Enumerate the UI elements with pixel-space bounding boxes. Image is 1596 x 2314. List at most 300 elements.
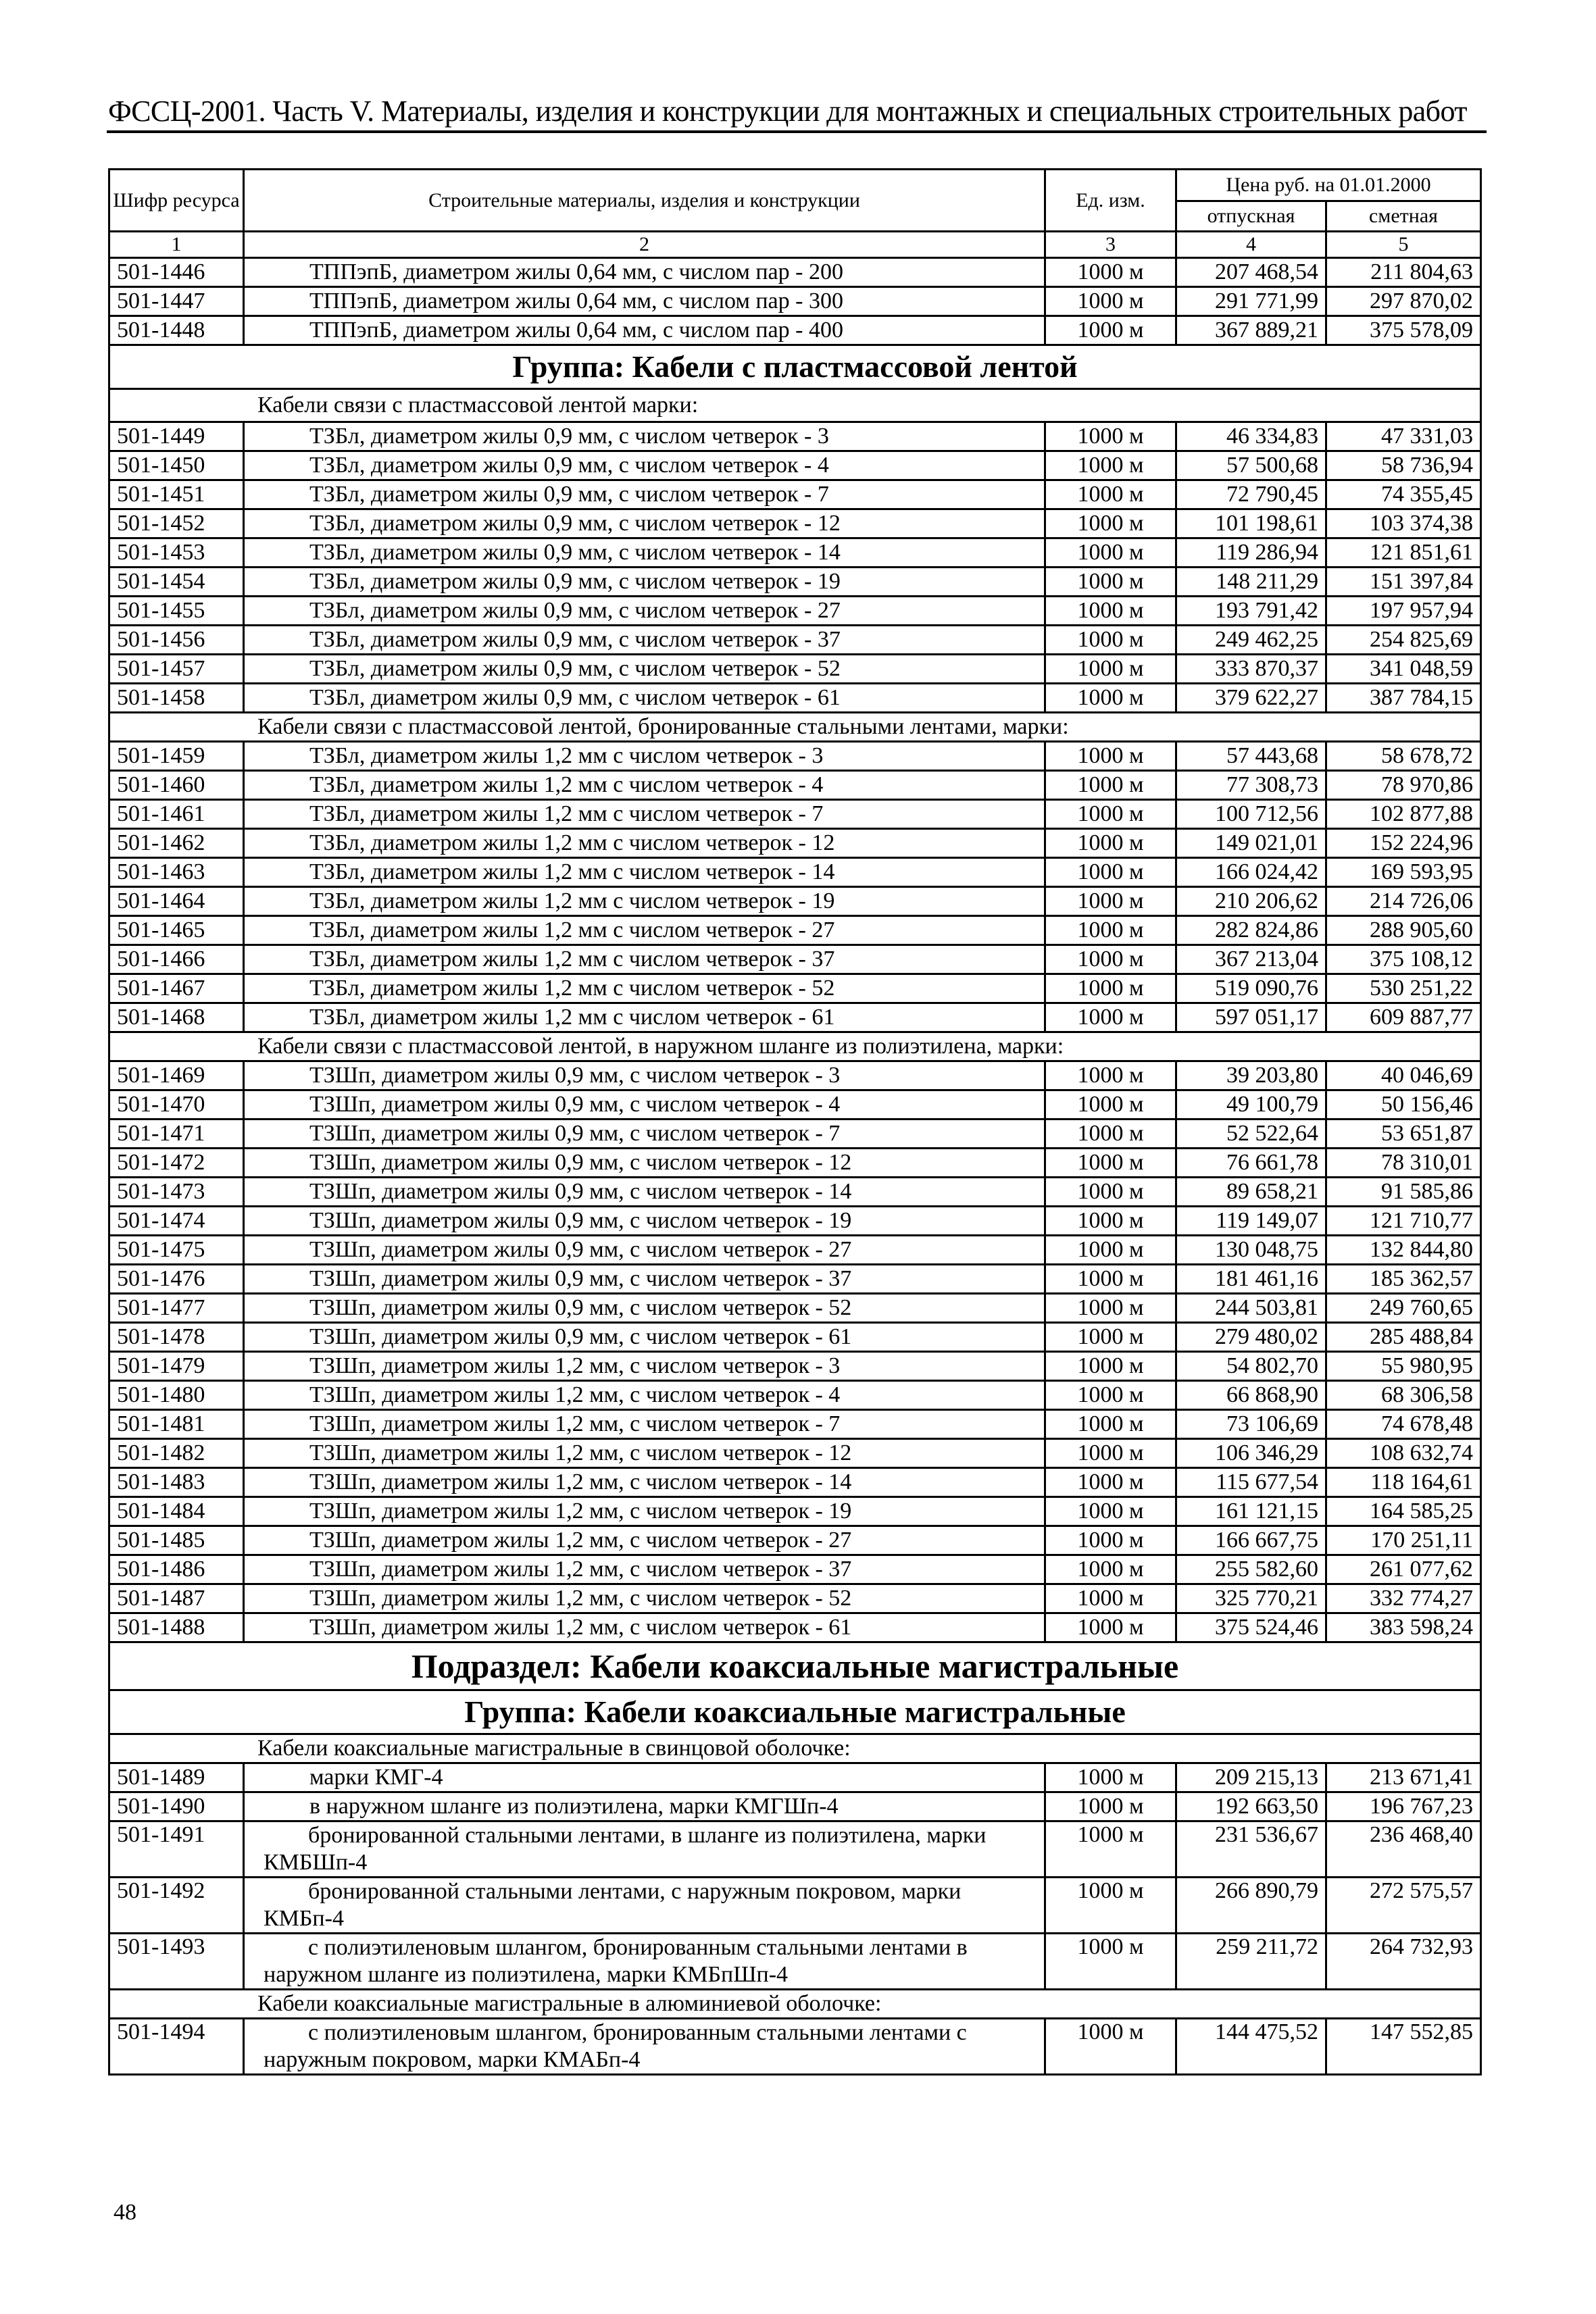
- subgroup-heading-row: [109, 1990, 1481, 2019]
- material-name: ТЗШп, диаметром жилы 0,9 мм, с числом четверок - 4: [244, 1090, 1045, 1120]
- unit: 1000 м: [1045, 1584, 1176, 1613]
- unit: 1000 м: [1045, 1468, 1176, 1497]
- estimate-price: 132 844,80: [1326, 1236, 1481, 1265]
- material-name: ТЗБл, диаметром жилы 0,9 мм, с числом четверок - 14: [244, 538, 1045, 568]
- release-price: 76 661,78: [1176, 1149, 1326, 1178]
- resource-code: 501-1446: [109, 258, 244, 287]
- table-row: [109, 1526, 1481, 1555]
- unit: 1000 м: [1045, 258, 1176, 287]
- unit: 1000 м: [1045, 597, 1176, 626]
- table-row: [109, 1410, 1481, 1439]
- release-price: 100 712,56: [1176, 800, 1326, 829]
- column-header-price-group: Цена руб. на 01.01.2000: [1176, 170, 1481, 201]
- resource-code: 501-1485: [109, 1526, 244, 1555]
- release-price: 161 121,15: [1176, 1497, 1326, 1526]
- estimate-price: 254 825,69: [1326, 626, 1481, 655]
- release-price: 66 868,90: [1176, 1381, 1326, 1410]
- table-row: [109, 1061, 1481, 1090]
- unit: 1000 м: [1045, 1763, 1176, 1792]
- estimate-price: 272 575,57: [1326, 1878, 1481, 1934]
- unit: 1000 м: [1045, 1120, 1176, 1149]
- column-number: 2: [244, 232, 1045, 258]
- resource-code: 501-1477: [109, 1294, 244, 1323]
- release-price: 181 461,16: [1176, 1265, 1326, 1294]
- table-row: [109, 1352, 1481, 1381]
- release-price: 119 149,07: [1176, 1207, 1326, 1236]
- table-row: [109, 422, 1481, 451]
- release-price: 231 536,67: [1176, 1821, 1326, 1878]
- material-name: ТЗШп, диаметром жилы 1,2 мм, с числом четверок - 37: [244, 1555, 1045, 1584]
- estimate-price: 102 877,88: [1326, 800, 1481, 829]
- release-price: 106 346,29: [1176, 1439, 1326, 1468]
- material-name: ТЗШп, диаметром жилы 1,2 мм, с числом четверок - 27: [244, 1526, 1045, 1555]
- release-price: 149 021,01: [1176, 829, 1326, 858]
- estimate-price: 68 306,58: [1326, 1381, 1481, 1410]
- subgroup-heading-row: [109, 1032, 1481, 1061]
- material-name: ТЗШп, диаметром жилы 1,2 мм, с числом четверок - 12: [244, 1439, 1045, 1468]
- release-price: 325 770,21: [1176, 1584, 1326, 1613]
- resource-code: 501-1473: [109, 1178, 244, 1207]
- resource-code: 501-1452: [109, 509, 244, 538]
- table-row: [109, 1149, 1481, 1178]
- header-rule: [107, 130, 1487, 133]
- release-price: 266 890,79: [1176, 1878, 1326, 1934]
- table-row: [109, 1090, 1481, 1120]
- resource-code: 501-1482: [109, 1439, 244, 1468]
- material-name: ТЗБл, диаметром жилы 1,2 мм с числом четверок - 19: [244, 887, 1045, 916]
- subgroup-heading: Кабели связи с пластмассовой лентой, бронированные стальными лентами, марки:: [109, 713, 1481, 742]
- estimate-price: 213 671,41: [1326, 1763, 1481, 1792]
- estimate-price: 387 784,15: [1326, 684, 1481, 713]
- subgroup-heading-row: [109, 389, 1481, 422]
- resource-code: 501-1447: [109, 287, 244, 316]
- estimate-price: 58 678,72: [1326, 742, 1481, 771]
- table-row: [109, 480, 1481, 509]
- material-name: ТЗБл, диаметром жилы 0,9 мм, с числом четверок - 19: [244, 568, 1045, 597]
- subsection-heading: Подраздел: Кабели коаксиальные магистральные: [109, 1642, 1481, 1690]
- material-name: бронированной стальными лентами, с наружным покровом, марки КМБп-4: [244, 1878, 1045, 1934]
- resource-code: 501-1467: [109, 974, 244, 1003]
- unit: 1000 м: [1045, 1934, 1176, 1990]
- estimate-price: 609 887,77: [1326, 1003, 1481, 1032]
- estimate-price: 147 552,85: [1326, 2019, 1481, 2075]
- table-row: [109, 1120, 1481, 1149]
- estimate-price: 151 397,84: [1326, 568, 1481, 597]
- unit: 1000 м: [1045, 858, 1176, 887]
- material-name: с полиэтиленовым шлангом, бронированным стальными лентами в наружном шланге из полиэтилена, марки КМБпШп-4: [244, 1934, 1045, 1990]
- unit: 1000 м: [1045, 1613, 1176, 1642]
- release-price: 101 198,61: [1176, 509, 1326, 538]
- estimate-price: 53 651,87: [1326, 1120, 1481, 1149]
- group-heading-row: [109, 1690, 1481, 1734]
- unit: 1000 м: [1045, 916, 1176, 945]
- resource-code: 501-1491: [109, 1821, 244, 1878]
- material-name: ТЗШп, диаметром жилы 1,2 мм, с числом четверок - 3: [244, 1352, 1045, 1381]
- release-price: 379 622,27: [1176, 684, 1326, 713]
- unit: 1000 м: [1045, 1003, 1176, 1032]
- resource-code: 501-1465: [109, 916, 244, 945]
- table-row: [109, 287, 1481, 316]
- estimate-price: 236 468,40: [1326, 1821, 1481, 1878]
- estimate-price: 249 760,65: [1326, 1294, 1481, 1323]
- material-name: ТППэпБ, диаметром жилы 0,64 мм, с числом пар - 200: [244, 258, 1045, 287]
- group-heading: Группа: Кабели с пластмассовой лентой: [109, 345, 1481, 389]
- resource-code: 501-1448: [109, 316, 244, 345]
- estimate-price: 170 251,11: [1326, 1526, 1481, 1555]
- material-name: ТЗШп, диаметром жилы 1,2 мм, с числом четверок - 7: [244, 1410, 1045, 1439]
- resource-code: 501-1470: [109, 1090, 244, 1120]
- resource-code: 501-1472: [109, 1149, 244, 1178]
- unit: 1000 м: [1045, 1352, 1176, 1381]
- unit: 1000 м: [1045, 1439, 1176, 1468]
- resource-code: 501-1461: [109, 800, 244, 829]
- table-row: [109, 829, 1481, 858]
- material-name: марки КМГ-4: [244, 1763, 1045, 1792]
- estimate-price: 264 732,93: [1326, 1934, 1481, 1990]
- material-name: ТППэпБ, диаметром жилы 0,64 мм, с числом пар - 300: [244, 287, 1045, 316]
- page-number: 48: [114, 2200, 136, 2225]
- resource-code: 501-1483: [109, 1468, 244, 1497]
- resource-code: 501-1479: [109, 1352, 244, 1381]
- table-row: [109, 771, 1481, 800]
- release-price: 259 211,72: [1176, 1934, 1326, 1990]
- column-header-release-price: отпускная: [1176, 201, 1326, 232]
- material-name: с полиэтиленовым шлангом, бронированным стальными лентами с наружным покровом, марки КМАБп-4: [244, 2019, 1045, 2075]
- material-name: ТЗШп, диаметром жилы 0,9 мм, с числом четверок - 19: [244, 1207, 1045, 1236]
- material-name: ТЗШп, диаметром жилы 0,9 мм, с числом четверок - 61: [244, 1323, 1045, 1352]
- table-row: [109, 887, 1481, 916]
- page-header-title: ФССЦ-2001. Часть V. Материалы, изделия и конструкции для монтажных и специальных строительных работ: [108, 95, 1467, 128]
- subgroup-heading-row: [109, 1734, 1481, 1763]
- material-name: ТЗШп, диаметром жилы 1,2 мм, с числом четверок - 61: [244, 1613, 1045, 1642]
- resource-code: 501-1490: [109, 1792, 244, 1821]
- unit: 1000 м: [1045, 1294, 1176, 1323]
- release-price: 209 215,13: [1176, 1763, 1326, 1792]
- resource-code: 501-1460: [109, 771, 244, 800]
- resource-code: 501-1488: [109, 1613, 244, 1642]
- estimate-price: 341 048,59: [1326, 655, 1481, 684]
- column-number: 3: [1045, 232, 1176, 258]
- table-row: [109, 626, 1481, 655]
- resource-code: 501-1457: [109, 655, 244, 684]
- estimate-price: 375 578,09: [1326, 316, 1481, 345]
- release-price: 282 824,86: [1176, 916, 1326, 945]
- release-price: 291 771,99: [1176, 287, 1326, 316]
- table-row: [109, 742, 1481, 771]
- column-header-code: Шифр ресурса: [109, 170, 244, 232]
- table-row: [109, 1555, 1481, 1584]
- table-row: [109, 1003, 1481, 1032]
- material-name: ТППэпБ, диаметром жилы 0,64 мм, с числом пар - 400: [244, 316, 1045, 345]
- resource-code: 501-1471: [109, 1120, 244, 1149]
- material-name: ТЗШп, диаметром жилы 1,2 мм, с числом четверок - 14: [244, 1468, 1045, 1497]
- estimate-price: 47 331,03: [1326, 422, 1481, 451]
- table-row: [109, 1468, 1481, 1497]
- unit: 1000 м: [1045, 509, 1176, 538]
- estimate-price: 214 726,06: [1326, 887, 1481, 916]
- table-row: [109, 800, 1481, 829]
- unit: 1000 м: [1045, 1792, 1176, 1821]
- column-header-estimate-price: сметная: [1326, 201, 1481, 232]
- resource-code: 501-1478: [109, 1323, 244, 1352]
- release-price: 375 524,46: [1176, 1613, 1326, 1642]
- unit: 1000 м: [1045, 1497, 1176, 1526]
- estimate-price: 164 585,25: [1326, 1497, 1481, 1526]
- unit: 1000 м: [1045, 1410, 1176, 1439]
- release-price: 192 663,50: [1176, 1792, 1326, 1821]
- release-price: 367 889,21: [1176, 316, 1326, 345]
- unit: 1000 м: [1045, 568, 1176, 597]
- material-name: ТЗШп, диаметром жилы 0,9 мм, с числом четверок - 27: [244, 1236, 1045, 1265]
- table-row: [109, 974, 1481, 1003]
- table-row: [109, 1613, 1481, 1642]
- table-row: [109, 1323, 1481, 1352]
- estimate-price: 121 710,77: [1326, 1207, 1481, 1236]
- release-price: 166 667,75: [1176, 1526, 1326, 1555]
- material-name: в наружном шланге из полиэтилена, марки КМГШп-4: [244, 1792, 1045, 1821]
- unit: 1000 м: [1045, 655, 1176, 684]
- table-row: [109, 655, 1481, 684]
- table-row: [109, 1584, 1481, 1613]
- release-price: 115 677,54: [1176, 1468, 1326, 1497]
- table-row: [109, 916, 1481, 945]
- release-price: 597 051,17: [1176, 1003, 1326, 1032]
- estimate-price: 78 310,01: [1326, 1149, 1481, 1178]
- unit: 1000 м: [1045, 422, 1176, 451]
- resource-code: 501-1469: [109, 1061, 244, 1090]
- resource-code: 501-1462: [109, 829, 244, 858]
- estimate-price: 121 851,61: [1326, 538, 1481, 568]
- release-price: 130 048,75: [1176, 1236, 1326, 1265]
- unit: 1000 м: [1045, 974, 1176, 1003]
- resource-code: 501-1455: [109, 597, 244, 626]
- resource-code: 501-1459: [109, 742, 244, 771]
- material-name: ТЗШп, диаметром жилы 1,2 мм, с числом четверок - 52: [244, 1584, 1045, 1613]
- material-name: ТЗБл, диаметром жилы 1,2 мм с числом четверок - 14: [244, 858, 1045, 887]
- release-price: 210 206,62: [1176, 887, 1326, 916]
- table-header-row: [109, 170, 1481, 201]
- unit: 1000 м: [1045, 829, 1176, 858]
- release-price: 77 308,73: [1176, 771, 1326, 800]
- unit: 1000 м: [1045, 480, 1176, 509]
- resource-code: 501-1493: [109, 1934, 244, 1990]
- resource-code: 501-1449: [109, 422, 244, 451]
- resource-code: 501-1486: [109, 1555, 244, 1584]
- estimate-price: 383 598,24: [1326, 1613, 1481, 1642]
- material-name: ТЗБл, диаметром жилы 1,2 мм с числом четверок - 7: [244, 800, 1045, 829]
- unit: 1000 м: [1045, 887, 1176, 916]
- unit: 1000 м: [1045, 945, 1176, 974]
- estimate-price: 375 108,12: [1326, 945, 1481, 974]
- release-price: 72 790,45: [1176, 480, 1326, 509]
- release-price: 255 582,60: [1176, 1555, 1326, 1584]
- resource-code: 501-1474: [109, 1207, 244, 1236]
- estimate-price: 332 774,27: [1326, 1584, 1481, 1613]
- unit: 1000 м: [1045, 287, 1176, 316]
- unit: 1000 м: [1045, 742, 1176, 771]
- estimate-price: 74 355,45: [1326, 480, 1481, 509]
- table-row: [109, 1792, 1481, 1821]
- estimate-price: 261 077,62: [1326, 1555, 1481, 1584]
- resource-code: 501-1476: [109, 1265, 244, 1294]
- estimate-price: 196 767,23: [1326, 1792, 1481, 1821]
- material-name: ТЗШп, диаметром жилы 0,9 мм, с числом четверок - 7: [244, 1120, 1045, 1149]
- table-row: [109, 1763, 1481, 1792]
- resource-code: 501-1481: [109, 1410, 244, 1439]
- material-name: ТЗШп, диаметром жилы 0,9 мм, с числом четверок - 12: [244, 1149, 1045, 1178]
- resource-code: 501-1450: [109, 451, 244, 480]
- material-name: ТЗБл, диаметром жилы 0,9 мм, с числом четверок - 3: [244, 422, 1045, 451]
- unit: 1000 м: [1045, 451, 1176, 480]
- estimate-price: 74 678,48: [1326, 1410, 1481, 1439]
- unit: 1000 м: [1045, 1526, 1176, 1555]
- table-row: [109, 568, 1481, 597]
- unit: 1000 м: [1045, 1878, 1176, 1934]
- unit: 1000 м: [1045, 1236, 1176, 1265]
- unit: 1000 м: [1045, 1265, 1176, 1294]
- estimate-price: 58 736,94: [1326, 451, 1481, 480]
- resource-code: 501-1458: [109, 684, 244, 713]
- release-price: 119 286,94: [1176, 538, 1326, 568]
- material-name: ТЗБл, диаметром жилы 0,9 мм, с числом четверок - 37: [244, 626, 1045, 655]
- resource-code: 501-1453: [109, 538, 244, 568]
- material-name: ТЗБл, диаметром жилы 1,2 мм с числом четверок - 3: [244, 742, 1045, 771]
- resource-code: 501-1456: [109, 626, 244, 655]
- estimate-price: 197 957,94: [1326, 597, 1481, 626]
- material-name: ТЗБл, диаметром жилы 1,2 мм с числом четверок - 27: [244, 916, 1045, 945]
- table-row: [109, 1236, 1481, 1265]
- material-name: ТЗШп, диаметром жилы 0,9 мм, с числом четверок - 52: [244, 1294, 1045, 1323]
- resource-code: 501-1480: [109, 1381, 244, 1410]
- release-price: 52 522,64: [1176, 1120, 1326, 1149]
- table-row: [109, 538, 1481, 568]
- column-number: 4: [1176, 232, 1326, 258]
- unit: 1000 м: [1045, 2019, 1176, 2075]
- estimate-price: 288 905,60: [1326, 916, 1481, 945]
- table-row: [109, 2019, 1481, 2075]
- column-header-unit: Ед. изм.: [1045, 170, 1176, 232]
- column-number-row: [109, 232, 1481, 258]
- table-row: [109, 1381, 1481, 1410]
- release-price: 367 213,04: [1176, 945, 1326, 974]
- material-name: ТЗБл, диаметром жилы 1,2 мм с числом четверок - 4: [244, 771, 1045, 800]
- material-name: ТЗШп, диаметром жилы 0,9 мм, с числом четверок - 3: [244, 1061, 1045, 1090]
- resource-code: 501-1464: [109, 887, 244, 916]
- release-price: 148 211,29: [1176, 568, 1326, 597]
- table-row: [109, 945, 1481, 974]
- subgroup-heading: Кабели коаксиальные магистральные в свинцовой оболочке:: [109, 1734, 1481, 1763]
- unit: 1000 м: [1045, 1090, 1176, 1120]
- material-name: ТЗБл, диаметром жилы 0,9 мм, с числом четверок - 27: [244, 597, 1045, 626]
- material-name: ТЗБл, диаметром жилы 0,9 мм, с числом четверок - 7: [244, 480, 1045, 509]
- subgroup-heading: Кабели связи с пластмассовой лентой, в наружном шланге из полиэтилена, марки:: [109, 1032, 1481, 1061]
- price-table: [108, 168, 1482, 2076]
- unit: 1000 м: [1045, 771, 1176, 800]
- material-name: ТЗБл, диаметром жилы 1,2 мм с числом четверок - 37: [244, 945, 1045, 974]
- unit: 1000 м: [1045, 1555, 1176, 1584]
- estimate-price: 50 156,46: [1326, 1090, 1481, 1120]
- table-row: [109, 509, 1481, 538]
- release-price: 46 334,83: [1176, 422, 1326, 451]
- material-name: ТЗБл, диаметром жилы 0,9 мм, с числом четверок - 52: [244, 655, 1045, 684]
- unit: 1000 м: [1045, 1149, 1176, 1178]
- resource-code: 501-1492: [109, 1878, 244, 1934]
- resource-code: 501-1494: [109, 2019, 244, 2075]
- release-price: 249 462,25: [1176, 626, 1326, 655]
- estimate-price: 108 632,74: [1326, 1439, 1481, 1468]
- release-price: 207 468,54: [1176, 258, 1326, 287]
- resource-code: 501-1484: [109, 1497, 244, 1526]
- table-row: [109, 684, 1481, 713]
- unit: 1000 м: [1045, 1323, 1176, 1352]
- estimate-price: 91 585,86: [1326, 1178, 1481, 1207]
- table-row: [109, 1821, 1481, 1878]
- table-row: [109, 1878, 1481, 1934]
- material-name: бронированной стальными лентами, в шланге из полиэтилена, марки КМБШп-4: [244, 1821, 1045, 1878]
- table-row: [109, 1294, 1481, 1323]
- estimate-price: 118 164,61: [1326, 1468, 1481, 1497]
- material-name: ТЗБл, диаметром жилы 1,2 мм с числом четверок - 61: [244, 1003, 1045, 1032]
- table-row: [109, 597, 1481, 626]
- release-price: 49 100,79: [1176, 1090, 1326, 1120]
- estimate-price: 285 488,84: [1326, 1323, 1481, 1352]
- table-row: [109, 1934, 1481, 1990]
- estimate-price: 103 374,38: [1326, 509, 1481, 538]
- release-price: 57 500,68: [1176, 451, 1326, 480]
- unit: 1000 м: [1045, 1061, 1176, 1090]
- estimate-price: 185 362,57: [1326, 1265, 1481, 1294]
- estimate-price: 78 970,86: [1326, 771, 1481, 800]
- unit: 1000 м: [1045, 1821, 1176, 1878]
- material-name: ТЗШп, диаметром жилы 1,2 мм, с числом четверок - 4: [244, 1381, 1045, 1410]
- resource-code: 501-1475: [109, 1236, 244, 1265]
- resource-code: 501-1466: [109, 945, 244, 974]
- estimate-price: 152 224,96: [1326, 829, 1481, 858]
- group-heading-row: [109, 345, 1481, 389]
- subgroup-heading: Кабели связи с пластмассовой лентой марки:: [109, 389, 1481, 422]
- release-price: 166 024,42: [1176, 858, 1326, 887]
- column-number: 1: [109, 232, 244, 258]
- material-name: ТЗБл, диаметром жилы 1,2 мм с числом четверок - 52: [244, 974, 1045, 1003]
- material-name: ТЗБл, диаметром жилы 0,9 мм, с числом четверок - 12: [244, 509, 1045, 538]
- table-row: [109, 1265, 1481, 1294]
- unit: 1000 м: [1045, 626, 1176, 655]
- resource-code: 501-1468: [109, 1003, 244, 1032]
- release-price: 73 106,69: [1176, 1410, 1326, 1439]
- material-name: ТЗШп, диаметром жилы 1,2 мм, с числом четверок - 19: [244, 1497, 1045, 1526]
- unit: 1000 м: [1045, 316, 1176, 345]
- release-price: 333 870,37: [1176, 655, 1326, 684]
- material-name: ТЗБл, диаметром жилы 1,2 мм с числом четверок - 12: [244, 829, 1045, 858]
- estimate-price: 55 980,95: [1326, 1352, 1481, 1381]
- unit: 1000 м: [1045, 1207, 1176, 1236]
- estimate-price: 297 870,02: [1326, 287, 1481, 316]
- subgroup-heading: Кабели коаксиальные магистральные в алюминиевой оболочке:: [109, 1990, 1481, 2019]
- release-price: 144 475,52: [1176, 2019, 1326, 2075]
- table-row: [109, 451, 1481, 480]
- subgroup-heading-row: [109, 713, 1481, 742]
- resource-code: 501-1487: [109, 1584, 244, 1613]
- table-row: [109, 1497, 1481, 1526]
- material-name: ТЗШп, диаметром жилы 0,9 мм, с числом четверок - 14: [244, 1178, 1045, 1207]
- table-row: [109, 258, 1481, 287]
- unit: 1000 м: [1045, 800, 1176, 829]
- resource-code: 501-1489: [109, 1763, 244, 1792]
- material-name: ТЗБл, диаметром жилы 0,9 мм, с числом четверок - 4: [244, 451, 1045, 480]
- column-number: 5: [1326, 232, 1481, 258]
- resource-code: 501-1454: [109, 568, 244, 597]
- table-row: [109, 858, 1481, 887]
